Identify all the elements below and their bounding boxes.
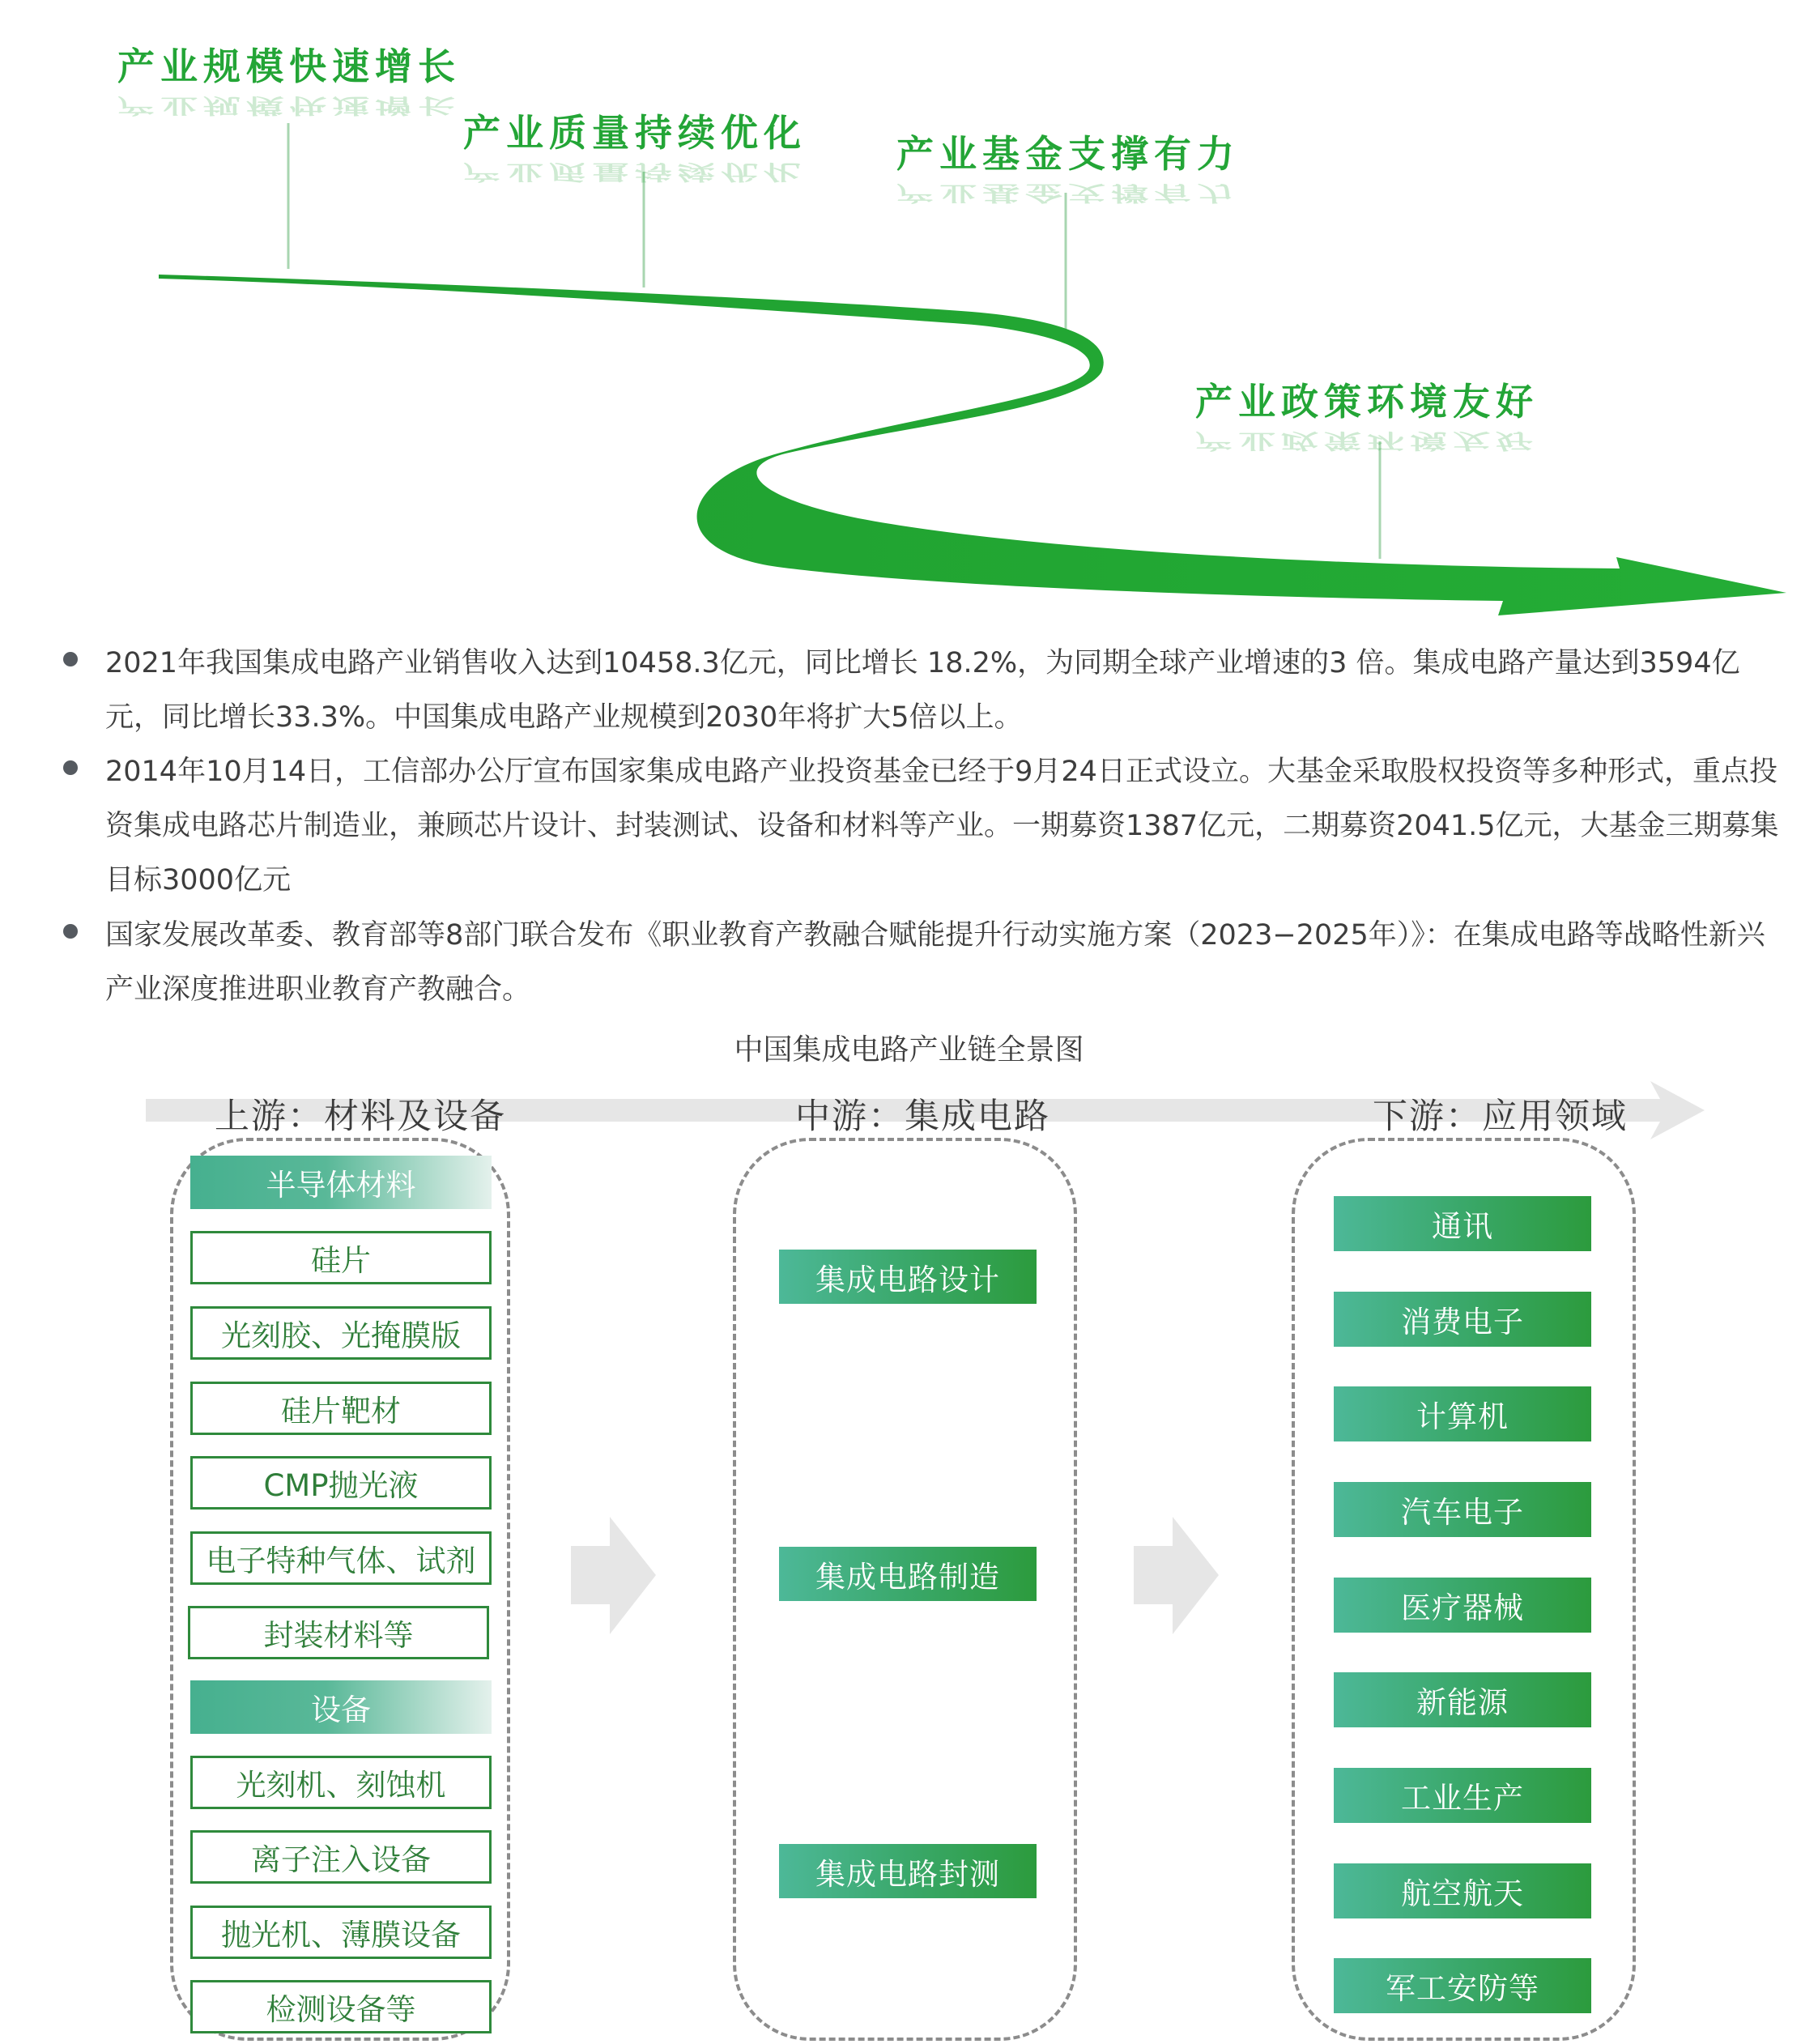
bullet-dot	[63, 652, 78, 666]
highlight-policy-environment: 产业政策环境友好	[1195, 380, 1539, 424]
bullet-text: 2021年我国集成电路产业销售收入达到10458.3亿元，同比增长 18.2%，为同期全球产业增速的3 倍。集成电路产量达到3594亿元，同比增长33.3%。中国集成电路产业规模到2030年将扩大5倍以上。	[105, 647, 1740, 734]
chain-title: 中国集成电路产业链全景图	[734, 1033, 1084, 1067]
equipment-category-header: 设备	[190, 1680, 492, 1734]
highlight-quality-optimization: 产业质量持续优化	[463, 111, 807, 155]
highlight-scale-growth: 产业规模快速增长	[117, 45, 461, 88]
highlight-policy-environment-reflection: 产业政策环境友好	[1195, 428, 1539, 454]
application-item: 军工安防等	[1334, 1958, 1591, 2013]
highlight-quality-optimization-reflection: 产业质量持续优化	[463, 160, 807, 185]
equipment-item: 检测设备等	[190, 1980, 492, 2033]
midstream-label: 中游：集成电路	[795, 1097, 1050, 1137]
bullet-item-industry-revenue	[105, 637, 1790, 745]
highlight-scale-growth-reflection: 产业规模快速增长	[117, 93, 461, 118]
bullet-text: 2014年10月14日，工信部办公厅宣布国家集成电路产业投资基金已经于9月24日正式设立。大基金采取股权投资等多种形式，重点投资集成电路芯片制造业，兼顾芯片设计、封装测试、设备和材料等产业。一期募资1387亿元，二期募资2041.5亿元，大基金三期募集目标3000亿元	[105, 756, 1779, 896]
application-item: 通讯	[1334, 1196, 1591, 1251]
application-item: 计算机	[1334, 1386, 1591, 1441]
highlight-fund-support-reflection: 产业基金支撑有力	[896, 181, 1240, 206]
bullet-dot	[63, 760, 78, 775]
highlight-fund-support: 产业基金支撑有力	[896, 132, 1240, 176]
application-item: 医疗器械	[1334, 1578, 1591, 1633]
growth-banner	[0, 0, 1818, 624]
downstream-label: 下游：应用领域	[1373, 1097, 1628, 1137]
application-item: 消费电子	[1334, 1292, 1591, 1347]
flow-arrow-up-to-mid	[571, 1517, 656, 1634]
application-item: 航空航天	[1334, 1863, 1591, 1918]
material-item: 硅片靶材	[190, 1382, 492, 1435]
upstream-label: 上游：材料及设备	[215, 1097, 506, 1137]
materials-category-header: 半导体材料	[190, 1156, 492, 1209]
equipment-item: 离子注入设备	[190, 1830, 492, 1884]
material-item: 光刻胶、光掩膜版	[190, 1306, 492, 1360]
bullet-item-education-policy	[105, 909, 1790, 1017]
flow-arrow-mid-to-down	[1134, 1517, 1219, 1634]
bullet-dot	[63, 924, 78, 939]
material-item: 硅片	[190, 1231, 492, 1284]
equipment-item: 抛光机、薄膜设备	[190, 1906, 492, 1959]
bullet-text: 国家发展改革委、教育部等8部门联合发布《职业教育产教融合赋能提升行动实施方案（2023−2025年）》：在集成电路等战略性新兴产业深度推进职业教育产教融合。	[105, 919, 1765, 1006]
application-item: 汽车电子	[1334, 1482, 1591, 1537]
midstream-item-design: 集成电路设计	[779, 1250, 1037, 1304]
material-item: 封装材料等	[188, 1606, 489, 1659]
midstream-item-packaging-testing: 集成电路封测	[779, 1844, 1037, 1898]
application-item: 工业生产	[1334, 1768, 1591, 1823]
material-item: CMP抛光液	[190, 1456, 492, 1510]
growth-swoosh	[159, 275, 1786, 615]
equipment-item: 光刻机、刻蚀机	[190, 1756, 492, 1809]
midstream-item-manufacturing: 集成电路制造	[779, 1547, 1037, 1601]
material-item: 电子特种气体、试剂	[190, 1531, 492, 1585]
bullet-item-investment-fund	[105, 745, 1790, 908]
application-item: 新能源	[1334, 1672, 1591, 1727]
